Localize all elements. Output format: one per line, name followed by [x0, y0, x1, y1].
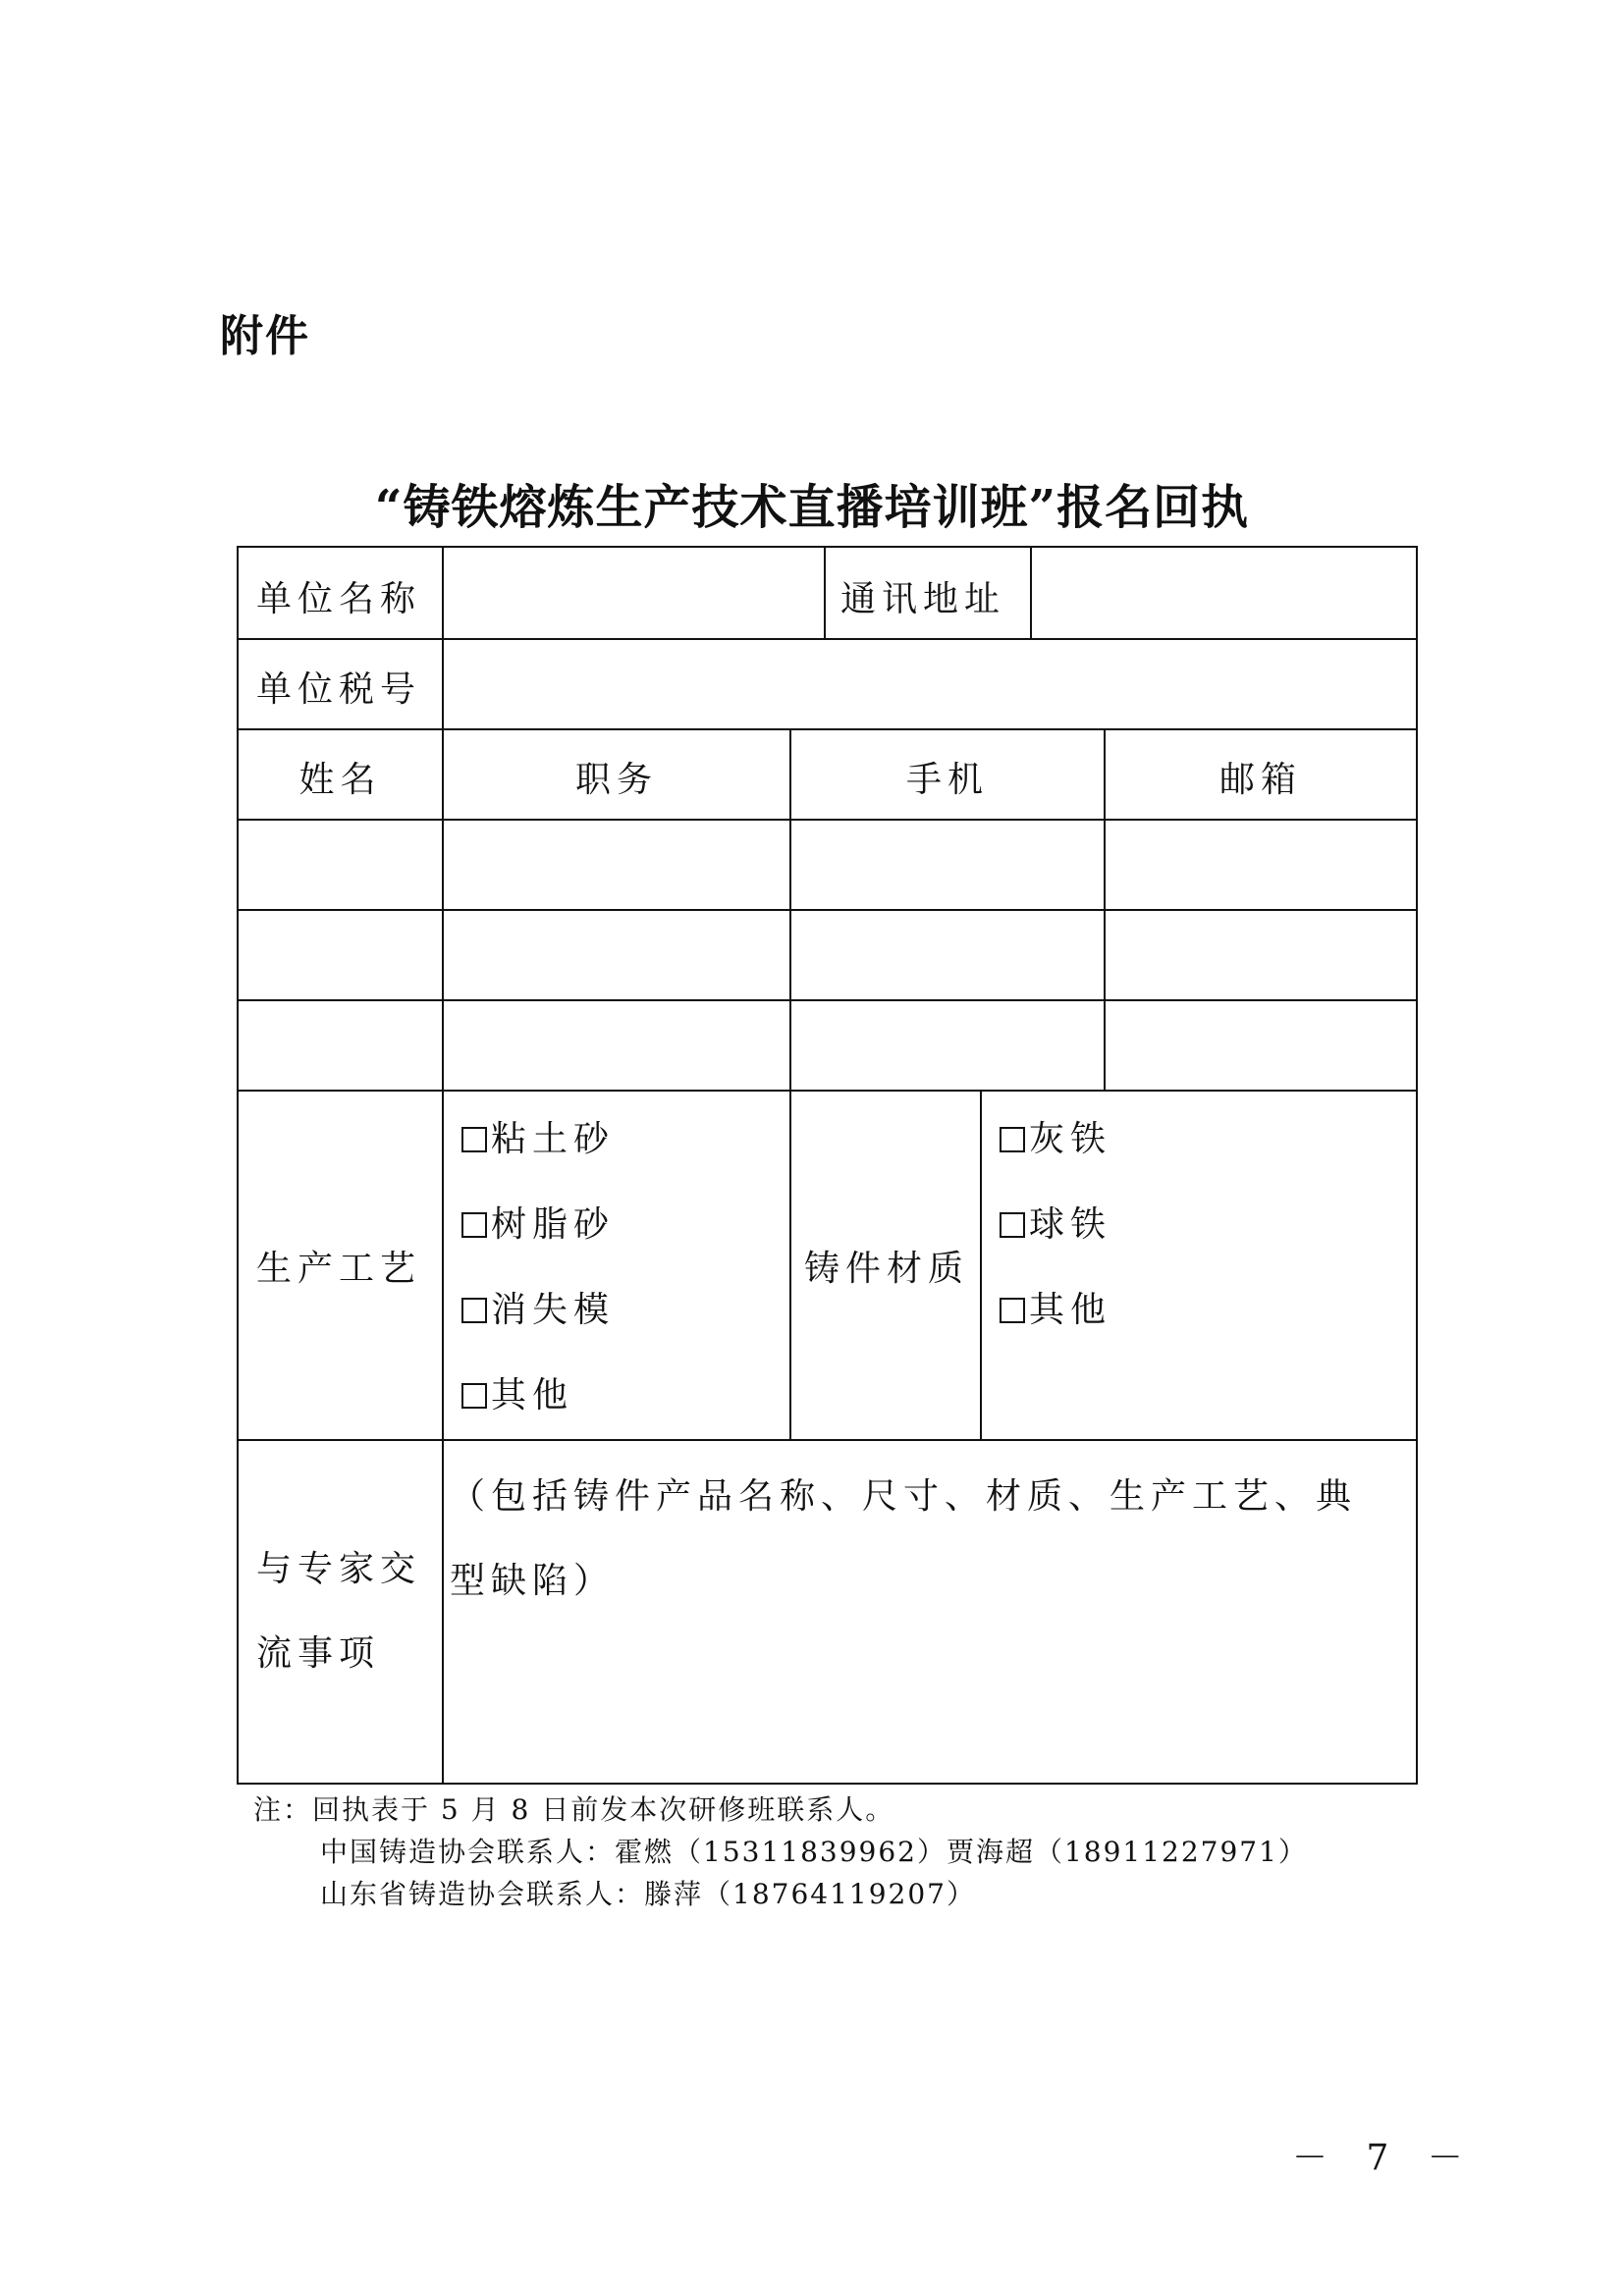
unit-name-label: 单位名称 — [256, 579, 422, 619]
material-option-other[interactable]: 其他 — [1000, 1282, 1111, 1332]
note-line: 注：回执表于 5 月 8 日前发本次研修班联系人。 — [253, 1793, 895, 1826]
exchange-hint: （包括铸件产品名称、尺寸、材质、生产工艺、典型缺陷） — [450, 1476, 1358, 1601]
notes — [253, 1789, 1308, 1915]
column-header-position: 职务 — [574, 760, 658, 800]
column-divider — [442, 548, 444, 1783]
process-option-lost-foam[interactable]: 消失模 — [461, 1282, 615, 1332]
material-option-ductile-iron[interactable]: 球铁 — [1000, 1197, 1111, 1247]
column-header-email: 邮箱 — [1218, 760, 1302, 800]
material-option-gray-iron[interactable]: 灰铁 — [1000, 1111, 1111, 1161]
note-line: 中国铸造协会联系人：霍燃（15311839962）贾海超（18911227971） — [320, 1836, 1308, 1868]
column-divider — [824, 548, 826, 638]
note-line: 山东省铸造协会联系人：滕萍（18764119207） — [320, 1878, 976, 1910]
process-option-clay-sand[interactable]: 粘土砂 — [461, 1111, 615, 1161]
process-label: 生产工艺 — [256, 1249, 422, 1289]
row-divider — [239, 909, 1416, 911]
page-number: － 7 － — [1292, 2138, 1477, 2178]
checkbox-icon[interactable] — [1000, 1298, 1025, 1323]
checkbox-icon[interactable] — [461, 1298, 487, 1323]
checkbox-icon[interactable] — [461, 1383, 487, 1409]
attachment-label: 附件 — [220, 311, 310, 361]
address-label: 通讯地址 — [840, 579, 1006, 619]
tax-id-label: 单位税号 — [256, 669, 422, 710]
column-divider — [789, 728, 791, 1439]
row-divider — [239, 728, 1416, 730]
process-option-other[interactable]: 其他 — [461, 1367, 573, 1417]
checkbox-icon[interactable] — [461, 1127, 487, 1152]
checkbox-icon[interactable] — [1000, 1212, 1025, 1238]
row-divider — [239, 999, 1416, 1001]
column-divider — [1030, 548, 1032, 638]
column-header-name: 姓名 — [298, 760, 382, 800]
checkbox-icon[interactable] — [461, 1212, 487, 1238]
column-header-mobile: 手机 — [905, 760, 989, 800]
row-divider — [239, 819, 1416, 821]
row-divider — [239, 638, 1416, 640]
row-divider — [239, 1090, 1416, 1092]
column-divider — [980, 1090, 982, 1439]
page-title: “铸铁熔炼生产技术直播培训班”报名回执 — [374, 480, 1250, 535]
checkbox-icon[interactable] — [1000, 1127, 1025, 1152]
material-label: 铸件材质 — [804, 1249, 970, 1289]
exchange-label-line2: 流事项 — [256, 1633, 381, 1674]
process-option-resin-sand[interactable]: 树脂砂 — [461, 1197, 615, 1247]
row-divider — [239, 1439, 1416, 1441]
exchange-label-line1: 与专家交 — [256, 1549, 422, 1589]
